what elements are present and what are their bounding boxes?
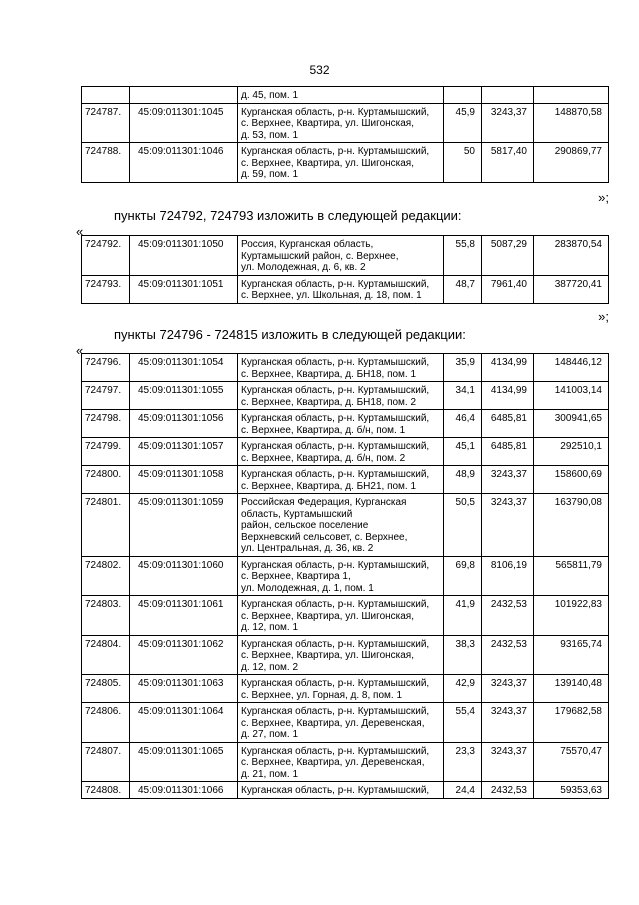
unit-value-cell: 4134,99 [482, 354, 534, 382]
area-cell: 50,5 [444, 494, 482, 557]
cadastral-number-cell: 45:09:011301:1066 [130, 782, 238, 799]
cadastral-value-cell: 290869,77 [534, 143, 609, 183]
item-number-cell: 724807. [82, 742, 130, 782]
cadastral-number-cell: 45:09:011301:1046 [130, 143, 238, 183]
cadastral-number-cell: 45:09:011301:1057 [130, 438, 238, 466]
table-row [82, 382, 609, 410]
address-line: с. Верхнее, Квартира, ул. Шигонская, [241, 118, 414, 129]
address-line: Курганская область, р-н. Куртамышский, [241, 785, 430, 796]
address-line: с. Верхнее, Квартира, д. БН21, пом. 1 [241, 480, 417, 492]
address-line: Курганская область, р-н. Куртамышский, [241, 599, 430, 610]
cadastral-number-cell: 45:09:011301:1062 [130, 635, 238, 675]
cadastral-value-cell: 158600,69 [534, 466, 609, 494]
item-number-cell: 724802. [82, 556, 130, 596]
address-line: Российская Федерация, Курганская [241, 497, 407, 508]
item-number-cell: 724797. [82, 382, 130, 410]
address-line: Курганская область, р-н. Куртамышский, [241, 413, 430, 424]
cadastral-value-cell: 179682,58 [534, 703, 609, 743]
address-line: Курганская область, р-н. Куртамышский, [241, 106, 430, 118]
address-line: Курганская область, р-н. Куртамышский, [241, 745, 430, 757]
cadastral-number-cell: 45:09:011301:1061 [130, 596, 238, 636]
address-cell [238, 466, 444, 494]
address-cell [238, 438, 444, 466]
amendment-instruction-2: пункты 724796 - 724815 изложить в следующей редакции: [114, 327, 466, 342]
item-number-cell: 724806. [82, 703, 130, 743]
table-row [82, 87, 609, 104]
unit-value-cell: 3243,37 [482, 494, 534, 557]
cadastral-value-cell: 148446,12 [534, 354, 609, 382]
address-cell [238, 703, 444, 743]
address-line: Курганская область, р-н. Куртамышский, [241, 559, 430, 571]
address-line: с. Верхнее, Квартира, ул. Деревенская, [241, 717, 425, 729]
table-row [82, 596, 609, 636]
address-line: с. Верхнее, Квартира, ул. Шигонская, [241, 157, 414, 169]
opening-quote-1: « [76, 224, 84, 239]
cadastral-value-cell: 283870,54 [534, 236, 609, 276]
table-row [82, 438, 609, 466]
unit-value-cell: 2432,53 [482, 635, 534, 675]
cadastral-number-cell: 45:09:011301:1055 [130, 382, 238, 410]
cadastral-value-cell: 75570,47 [534, 742, 609, 782]
unit-value-cell: 7961,40 [482, 275, 534, 303]
address-line: с. Верхнее, Квартира, ул. Шигонская, [241, 610, 414, 622]
item-number-cell: 724799. [82, 438, 130, 466]
cadastral-value-cell: 148870,58 [534, 103, 609, 143]
table-continued [81, 86, 609, 183]
table-row [82, 103, 609, 143]
table-row [82, 703, 609, 743]
unit-value-cell: 6485,81 [482, 410, 534, 438]
cadastral-number-cell: 45:09:011301:1051 [130, 275, 238, 303]
item-number-cell: 724792. [82, 236, 130, 276]
item-number-cell: 724788. [82, 143, 130, 183]
cadastral-value-cell: 300941,65 [534, 410, 609, 438]
table-row [82, 410, 609, 438]
address-line: область, Куртамышский [241, 508, 353, 520]
unit-value-cell: 6485,81 [482, 438, 534, 466]
address-cell [238, 87, 444, 104]
table-amended-1 [81, 235, 609, 304]
item-number-cell: 724787. [82, 103, 130, 143]
address-cell [238, 675, 444, 703]
address-line: Россия, Курганская область, [241, 239, 374, 250]
address-line: ул. Молодежная, д. 6, кв. 2 [241, 262, 366, 273]
address-line: с. Верхнее, Квартира, ул. Шигонская, [241, 650, 414, 661]
table-row [82, 354, 609, 382]
address-line: д. 27, пом. 1 [241, 729, 299, 740]
cadastral-number-cell: 45:09:011301:1065 [130, 742, 238, 782]
area-cell: 55,8 [444, 236, 482, 276]
table-row [82, 143, 609, 183]
address-line: Курганская область, р-н. Куртамышский, [241, 469, 430, 480]
cadastral-number-cell: 45:09:011301:1056 [130, 410, 238, 438]
unit-value-cell: 3243,37 [482, 703, 534, 743]
area-cell: 35,9 [444, 354, 482, 382]
area-cell: 23,3 [444, 742, 482, 782]
address-cell [238, 556, 444, 596]
cadastral-number-cell: 45:09:011301:1063 [130, 675, 238, 703]
area-cell: 69,8 [444, 556, 482, 596]
cadastral-value-cell: 565811,79 [534, 556, 609, 596]
amendment-instruction-1: пункты 724792, 724793 изложить в следующей редакции: [114, 208, 462, 223]
address-line: д. 12, пом. 1 [241, 622, 299, 633]
cadastral-number-cell: 45:09:011301:1059 [130, 494, 238, 557]
cadastral-value-cell: 292510,1 [534, 438, 609, 466]
address-cell [238, 494, 444, 557]
address-cell [238, 236, 444, 276]
unit-value-cell: 4134,99 [482, 382, 534, 410]
unit-value-cell: 2432,53 [482, 782, 534, 799]
table-row [82, 556, 609, 596]
closing-quote-1: »; [598, 190, 609, 205]
address-cell [238, 596, 444, 636]
cadastral-number-cell: 45:09:011301:1050 [130, 236, 238, 276]
unit-value-cell: 2432,53 [482, 596, 534, 636]
address-cell [238, 354, 444, 382]
item-number-cell: 724805. [82, 675, 130, 703]
address-line: с. Верхнее, Квартира, д. БН18, пом. 1 [241, 368, 417, 380]
cadastral-number-cell: 45:09:011301:1058 [130, 466, 238, 494]
area-cell: 24,4 [444, 782, 482, 799]
area-cell: 38,3 [444, 635, 482, 675]
address-line: с. Верхнее, ул. Школьная, д. 18, пом. 1 [241, 290, 422, 301]
address-line: район, сельское поселение [241, 520, 369, 531]
unit-value-cell: 8106,19 [482, 556, 534, 596]
cadastral-number-cell [130, 87, 238, 104]
item-number-cell: 724804. [82, 635, 130, 675]
cadastral-value-cell [534, 87, 609, 104]
unit-value-cell [482, 87, 534, 104]
cadastral-number-cell: 45:09:011301:1064 [130, 703, 238, 743]
address-cell [238, 782, 444, 799]
address-line: с. Верхнее, Квартира, д. б/н, пом. 1 [241, 424, 406, 436]
cadastral-number-cell: 45:09:011301:1054 [130, 354, 238, 382]
address-cell [238, 143, 444, 183]
address-line: с. Верхнее, Квартира 1, [241, 571, 351, 582]
area-cell: 55,4 [444, 703, 482, 743]
cadastral-number-cell: 45:09:011301:1045 [130, 103, 238, 143]
closing-quote-2: »; [598, 309, 609, 324]
address-line: Курганская область, р-н. Куртамышский, [241, 385, 430, 396]
address-cell [238, 742, 444, 782]
cadastral-value-cell: 101922,83 [534, 596, 609, 636]
address-line: Курганская область, р-н. Куртамышский, [241, 706, 430, 717]
item-number-cell: 724808. [82, 782, 130, 799]
item-number-cell: 724793. [82, 275, 130, 303]
address-line: д. 45, пом. 1 [241, 90, 299, 101]
address-cell [238, 103, 444, 143]
address-cell [238, 382, 444, 410]
table-row [82, 782, 609, 799]
address-line: Курганская область, р-н. Куртамышский, [241, 278, 430, 290]
cadastral-value-cell: 387720,41 [534, 275, 609, 303]
table-row [82, 236, 609, 276]
item-number-cell: 724798. [82, 410, 130, 438]
address-line: Курганская область, р-н. Куртамышский, [241, 678, 430, 689]
address-line: д. 12, пом. 2 [241, 661, 299, 673]
item-number-cell [82, 87, 130, 104]
item-number-cell: 724801. [82, 494, 130, 557]
table-row [82, 675, 609, 703]
cadastral-value-cell: 93165,74 [534, 635, 609, 675]
table-row [82, 742, 609, 782]
address-line: с. Верхнее, Квартира, ул. Деревенская, [241, 757, 425, 768]
address-line: Курганская область, р-н. Куртамышский, [241, 441, 430, 452]
area-cell: 45,9 [444, 103, 482, 143]
address-line: с. Верхнее, ул. Горная, д. 8, пом. 1 [241, 689, 403, 701]
unit-value-cell: 3243,37 [482, 103, 534, 143]
address-line: с. Верхнее, Квартира, д. БН18, пом. 2 [241, 396, 417, 408]
address-line: Куртамышский район, с. Верхнее, [241, 250, 399, 262]
area-cell: 45,1 [444, 438, 482, 466]
area-cell: 41,9 [444, 596, 482, 636]
unit-value-cell: 3243,37 [482, 675, 534, 703]
address-line: с. Верхнее, Квартира, д. б/н, пом. 2 [241, 452, 406, 464]
unit-value-cell: 5087,29 [482, 236, 534, 276]
unit-value-cell: 3243,37 [482, 742, 534, 782]
area-cell: 48,9 [444, 466, 482, 494]
cadastral-value-cell: 141003,14 [534, 382, 609, 410]
address-cell [238, 635, 444, 675]
area-cell: 34,1 [444, 382, 482, 410]
item-number-cell: 724803. [82, 596, 130, 636]
address-line: Курганская область, р-н. Куртамышский, [241, 357, 430, 368]
address-line: Курганская область, р-н. Куртамышский, [241, 146, 430, 157]
cadastral-value-cell: 139140,48 [534, 675, 609, 703]
area-cell [444, 87, 482, 104]
table-row [82, 466, 609, 494]
address-line: д. 59, пом. 1 [241, 169, 299, 180]
area-cell: 50 [444, 143, 482, 183]
item-number-cell: 724800. [82, 466, 130, 494]
item-number-cell: 724796. [82, 354, 130, 382]
area-cell: 48,7 [444, 275, 482, 303]
cadastral-value-cell: 59353,63 [534, 782, 609, 799]
address-cell [238, 410, 444, 438]
address-line: Верхневский сельсовет, с. Верхнее, [241, 531, 408, 543]
table-row [82, 275, 609, 303]
area-cell: 42,9 [444, 675, 482, 703]
page-number: 532 [309, 63, 330, 77]
cadastral-number-cell: 45:09:011301:1060 [130, 556, 238, 596]
address-line: д. 53, пом. 1 [241, 129, 299, 141]
address-line: ул. Центральная, д. 36, кв. 2 [241, 543, 374, 554]
address-cell [238, 275, 444, 303]
address-line: ул. Молодежная, д. 1, пом. 1 [241, 582, 374, 594]
opening-quote-2: « [76, 343, 84, 358]
unit-value-cell: 3243,37 [482, 466, 534, 494]
table-row [82, 494, 609, 557]
area-cell: 46,4 [444, 410, 482, 438]
cadastral-value-cell: 163790,08 [534, 494, 609, 557]
address-line: Курганская область, р-н. Куртамышский, [241, 638, 430, 650]
address-line: д. 21, пом. 1 [241, 768, 299, 780]
unit-value-cell: 5817,40 [482, 143, 534, 183]
table-row [82, 635, 609, 675]
table-amended-2 [81, 353, 609, 799]
